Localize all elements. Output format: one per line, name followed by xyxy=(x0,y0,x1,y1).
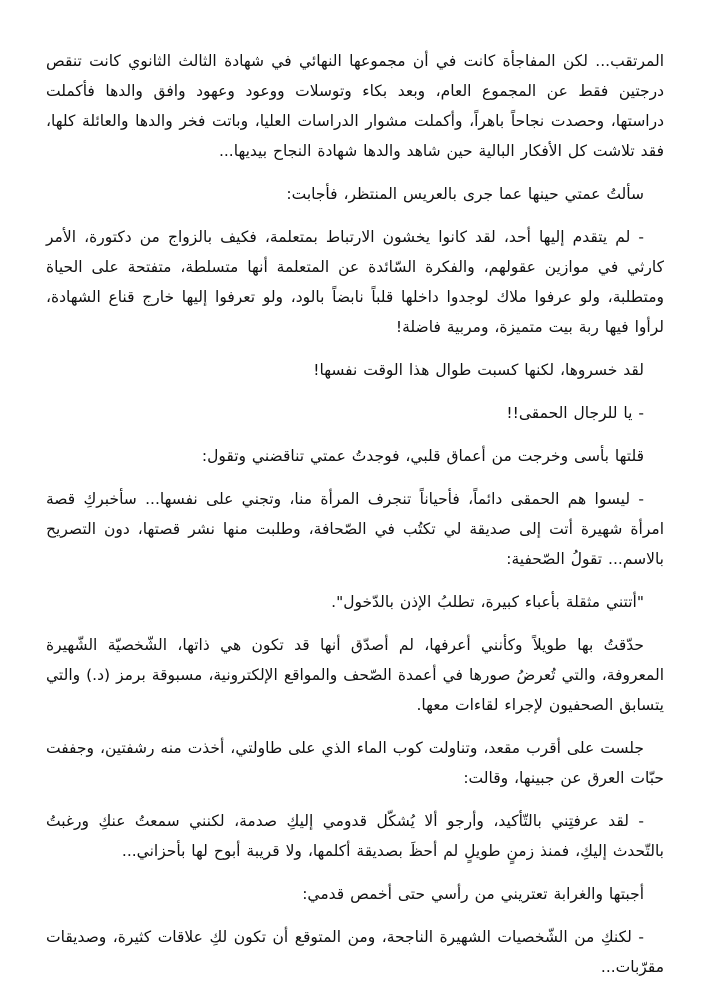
paragraph-3: - لم يتقدم إليها أحد، لقد كانوا يخشون الارتباط بمتعلمة، فكيف بالزواج من دكتورة، الأمر كارثي في موازين عقولهم، والفكرة السّائدة عن المتعلمة أنها متسلطة، متفتحة على الحياة ومتطلبة، ولو عرفوا ملاك لوجدوا داخلها قلباً نابضاً بالود، ولو تعرفوا إليها خارج قناع الشهادة، لرأوا فيها ربة بيت متميزة، ومربية فاضلة! xyxy=(46,228,664,336)
paragraph-6: قلتها بأسى وخرجت من أعماق قلبي، فوجدتُ عمتي تناقضني وتقول: xyxy=(201,447,644,465)
paragraph-9: حدّقتُ بها طويلاً وكأنني أعرفها، لم أصدّق أنها قد تكون هي ذاتها، الشّخصيّة الشّهيرة المعروفة، والتي تُعرضُ صورها في أعمدة الصّحف والمواقع الإلكترونية، مسبوقة برمز (د.) والتي يتسابق الصحفيون لإجراء لقاءات معها. xyxy=(46,636,664,714)
paragraph-10: جلست على أقرب مقعد، وتناولت كوب الماء الذي على طاولتي، أخذت منه رشفتين، وجففت حبّات العرق عن جبينها، وقالت: xyxy=(46,739,664,787)
paragraph-2: سألتُ عمتي حينها عما جرى بالعريس المنتظر، فأجابت: xyxy=(286,185,644,203)
paragraph-1: المرتقب... لكن المفاجأة كانت في أن مجموعها النهائي في شهادة الثالث الثانوي كانت تنقص درجتين فقط عن المجموع العام، وبعد بكاء وتوسلات ووعود وعهود وافق والدها فأكملت دراستها، وحصدت نجاحاً باهراً، وأكملت مشوار الدراسات العليا، وباتت فخر والدها والعائلة كلها، فقد تلاشت كل الأفكار البالية حين شاهد والدها شهادة النجاح بيديها... xyxy=(46,52,664,160)
paragraph-4: لقد خسروها، لكنها كسبت طوال هذا الوقت نفسها! xyxy=(313,361,644,379)
paragraph-5: - يا للرجال الحمقى!! xyxy=(506,404,644,422)
paragraph-11: - لقد عرفتِني بالتّأكيد، وأرجو ألا يُشكّل قدومي إليكِ صدمة، لكنني سمعتُ عنكِ ورغبتُ بالتّحدث إليكِ، فمنذ زمنٍ طويلٍ لم أحظَ بصديقة أكلمها، ولا قريبة أبوح لها بأحزاني... xyxy=(46,812,664,860)
paragraph-8: "أتتني مثقلة بأعباء كبيرة، تطلبُ الإذن بالدّخول". xyxy=(331,593,644,611)
paragraph-12: أجبتها والغرابة تعتريني من رأسي حتى أخمص قدمي: xyxy=(302,885,644,903)
paragraph-7: - ليسوا هم الحمقى دائماً، فأحياناً تنجرف المرأة منا، وتجني على نفسها... سأخبركِ قصة امرأة شهيرة أتت إلى صديقة لي تكتُب في الصّحافة، وطلبت منها نشر قصتها، دون التصريح بالاسم... تقولُ الصّحفية: xyxy=(46,490,664,568)
paragraph-13: - لكنكِ من الشّخصيات الشهيرة الناجحة، ومن المتوقع أن تكون لكِ علاقات كثيرة، وصديقات مقرّبات... xyxy=(46,928,664,976)
